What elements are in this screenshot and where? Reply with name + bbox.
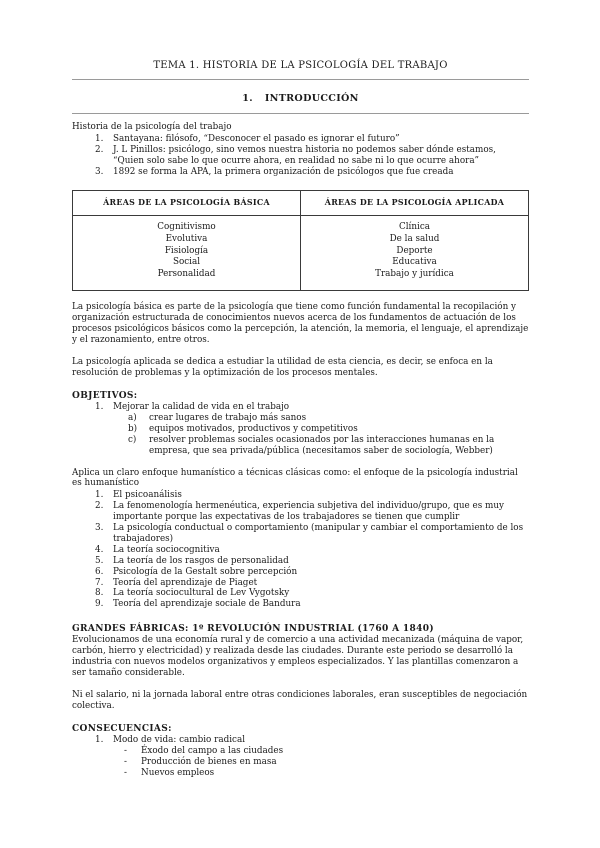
- list-item: [95, 567, 529, 578]
- list-item: [95, 523, 529, 545]
- areas-table-cell-aplicada: [301, 215, 529, 291]
- list-marker: 4.: [95, 544, 104, 555]
- list-item-text: La teoría sociocognitiva: [113, 544, 220, 555]
- table-cell-line: De la salud: [389, 233, 440, 244]
- table-cell-line: Educativa: [392, 257, 437, 268]
- paragraph-psicologia-basica: La psicología básica es parte de la psicología que tiene como función fundamental la recopilación y organización estructurada de conocimientos nuevos acerca de los fundamentos de actuación de los procesos psicológicos básicos como la percepción, la atención, la memoria, el lenguaje, el aprendizaje y el razonamiento, entre otros.: [72, 302, 529, 346]
- list-item: [124, 757, 529, 768]
- list-item: [95, 556, 529, 567]
- list-item: [128, 413, 529, 424]
- list-item-text: resolver problemas sociales ocasionados por las interacciones humanas en la empresa, que sea privada/pública (necesitamos saber de sociología, Webber): [149, 434, 495, 456]
- list-item-text: Teoría del aprendizaje sociale de Bandura: [113, 599, 301, 610]
- objetivos-list: [72, 402, 529, 413]
- list-item-text: Nuevos empleos: [141, 767, 215, 778]
- list-item-text: La psicología conductual o comportamiento (manipular y cambiar el comportamiento de los trabajadores): [113, 523, 524, 544]
- consecuencias-list: [72, 735, 529, 746]
- list-item: [124, 768, 529, 779]
- list-item: [95, 501, 529, 523]
- list-item-text: El psicoanálisis: [113, 490, 182, 501]
- list-marker: 1.: [95, 735, 104, 746]
- list-item-text: crear lugares de trabajo más sanos: [149, 412, 307, 423]
- paragraph-psicologia-aplicada: La psicología aplicada se dedica a estudiar la utilidad de esta ciencia, es decir, se enfoca en la resolución de problemas y la optimización de los procesos mentales.: [72, 357, 493, 378]
- areas-table-header-basica: ÁREAS DE LA PSICOLOGÍA BÁSICA: [73, 190, 301, 215]
- list-marker: 2.: [95, 501, 104, 512]
- objetivos-sublist: [72, 413, 529, 457]
- list-marker: 2.: [95, 145, 104, 156]
- paragraph-revolucion-industrial: Evolucionamos de una economía rural y de comercio a una actividad mecanizada (máquina de vapor, carbón, hierro y electricidad) y realizada desde las ciudades. Durante este periodo se desarrolló la industria con nuevos modelos organizativos y empleos especializados. Y las plantillas comenzaron a ser tamaño considerable.: [72, 635, 524, 679]
- list-item-text: Santayana: filósofo, “Desconocer el pasado es ignorar el futuro”: [113, 134, 400, 145]
- list-item: [128, 424, 529, 435]
- list-item-text: La teoría de los rasgos de personalidad: [113, 555, 289, 566]
- areas-table: [72, 190, 529, 292]
- section-heading-introduccion: [72, 93, 529, 114]
- list-marker: 6.: [95, 566, 104, 577]
- list-item-text: Modo de vida: cambio radical: [113, 735, 246, 746]
- table-cell-line: Social: [172, 257, 201, 268]
- paragraph-salario: Ni el salario, ni la jornada laboral entre otras condiciones laborales, eran susceptibles de negociación colectiva.: [72, 690, 528, 711]
- enfoque-lead: Aplica un claro enfoque humanístico a técnicas clásicas como: el enfoque de la psicología industrial es humanístico: [72, 467, 518, 489]
- list-item-text: Producción de bienes en masa: [141, 756, 277, 767]
- list-marker: -: [124, 745, 127, 756]
- list-item-text: La teoría sociocultural de Lev Vygotsky: [113, 588, 290, 599]
- list-item: [95, 145, 529, 167]
- list-item: [95, 735, 529, 746]
- list-marker: c): [128, 434, 137, 445]
- list-item-text: Mejorar la calidad de vida en el trabajo: [113, 401, 290, 412]
- list-item: [124, 746, 529, 757]
- list-item-text: La fenomenología hermenéutica, experiencia subjetiva del individuo/grupo, que es muy importante porque las expectativas de los trabajadores se tienen que cumplir: [113, 501, 504, 523]
- list-item-text: 1892 se forma la APA, la primera organización de psicólogos que fue creada: [113, 166, 454, 177]
- areas-table-header-row: [73, 190, 529, 215]
- history-list: [72, 134, 529, 178]
- list-item: [95, 134, 529, 145]
- areas-table-cell-basica: [73, 215, 301, 291]
- list-item: [95, 588, 529, 599]
- enfoque-list: [72, 490, 529, 610]
- table-cell-line: Cognitivismo: [157, 221, 216, 232]
- list-item: [95, 545, 529, 556]
- list-item-text: J. L Pinillos: psicólogo, sino vemos nuestra historia no podemos saber dónde estamos, “Quien solo sabe lo que ocurre ahora, en realidad no sabe ni lo que ocurre ahora”: [113, 145, 496, 166]
- list-marker: a): [128, 412, 137, 423]
- list-item: [95, 402, 529, 413]
- list-item: [95, 578, 529, 589]
- section-title: INTRODUCCIÓN: [264, 93, 359, 105]
- list-marker: 1.: [95, 490, 104, 501]
- list-marker: 9.: [95, 599, 104, 610]
- table-cell-line: Evolutiva: [165, 233, 208, 244]
- list-item-text: Éxodo del campo a las ciudades: [141, 745, 284, 756]
- list-marker: 3.: [95, 523, 104, 534]
- list-item-text: equipos motivados, productivos y competitivos: [149, 423, 358, 434]
- section-number: 1.: [242, 93, 253, 105]
- list-item: [95, 599, 529, 610]
- table-cell-line: Clínica: [398, 221, 430, 232]
- list-marker: 3.: [95, 166, 104, 177]
- history-lead: Historia de la psicología del trabajo: [72, 122, 232, 133]
- table-cell-line: Personalidad: [157, 269, 216, 280]
- list-item: [128, 435, 529, 457]
- list-marker: b): [128, 423, 138, 434]
- consecuencias-sublist: [72, 746, 529, 779]
- list-marker: 5.: [95, 555, 104, 566]
- list-marker: 8.: [95, 588, 104, 599]
- list-marker: 1.: [95, 134, 104, 145]
- heading-grandes-fabricas: GRANDES FÁBRICAS: 1º REVOLUCIÓN INDUSTRIAL (1760 A 1840): [72, 624, 434, 635]
- list-marker: 1.: [95, 401, 104, 412]
- list-item: [95, 167, 529, 178]
- list-marker: -: [124, 756, 127, 767]
- table-cell-line: Fisiología: [164, 245, 209, 256]
- table-cell-line: Trabajo y jurídica: [375, 269, 454, 280]
- areas-table-header-aplicada: ÁREAS DE LA PSICOLOGÍA APLICADA: [301, 190, 529, 215]
- table-cell-line: Deporte: [396, 245, 433, 256]
- heading-objetivos: OBJETIVOS:: [72, 390, 138, 401]
- list-item-text: Teoría del aprendizaje de Piaget: [113, 577, 258, 588]
- list-item-text: Psicología de la Gestalt sobre percepción: [113, 566, 298, 577]
- list-marker: 7.: [95, 577, 104, 588]
- list-marker: -: [124, 767, 127, 778]
- list-item: [95, 490, 529, 501]
- areas-table-body-row: [73, 215, 529, 291]
- page-title: TEMA 1. HISTORIA DE LA PSICOLOGÍA DEL TRABAJO: [72, 60, 529, 80]
- heading-consecuencias: CONSECUENCIAS:: [72, 723, 172, 734]
